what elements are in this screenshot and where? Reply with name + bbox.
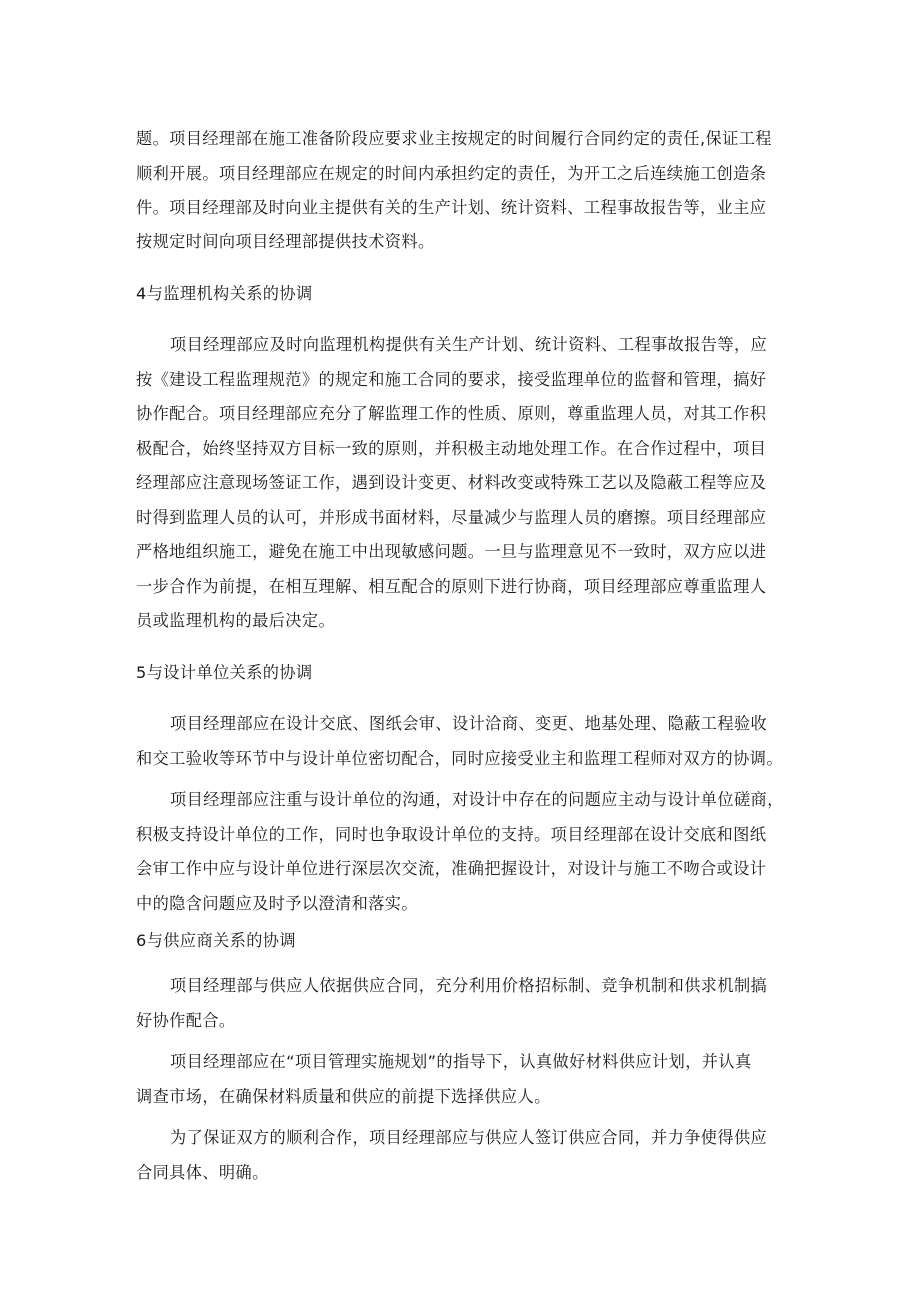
text-line: 项目经理部应及时向监理机构提供有关生产计划、统计资料、工程事故报告等，应: [170, 335, 768, 354]
text-line: 按规定时间向项目经理部提供技术资料。: [136, 232, 435, 251]
text-line: 经理部应注意现场签证工作，遇到设计变更、材料改变或特殊工艺以及隐蔽工程等应及: [136, 473, 767, 492]
text-line: 题。项目经理部在施工准备阶段应要求业主按规定的时间履行合同约定的责任,保证工程: [136, 129, 772, 148]
text-line: 一步合作为前提，在相互理解、相互配合的原则下进行协商，项目经理部应尊重监理人: [136, 577, 767, 596]
text-line: 和交工验收等环节中与设计单位密切配合，同时应接受业主和监理工程师对双方的协调。: [136, 749, 783, 768]
text-line: 好协作配合。: [136, 1011, 236, 1030]
text-line: 件。项目经理部及时向业主提供有关的生产计划、统计资料、工程事故报告等，业主应: [136, 198, 767, 217]
text-line: 按《建设工程监理规范》的规定和施工合同的要求，接受监理单位的监督和管理，搞好: [136, 370, 767, 389]
text-line: 会审工作中应与设计单位进行深层次交流，准确把握设计，对设计与施工不吻合或设计: [136, 859, 767, 878]
text-line: 为了保证双方的顺利合作，项目经理部应与供应人签订供应合同，并力争使得供应: [170, 1128, 768, 1147]
text-line: 员或监理机构的最后决定。: [136, 611, 336, 630]
text-line: 时得到监理人员的认可，并形成书面材料，尽量减少与监理人员的磨擦。项目经理部应: [136, 508, 767, 527]
text-line: 中的隐含问题应及时予以澄清和落实。: [136, 894, 418, 913]
text-line: 调查市场，在确保材料质量和供应的前提下选择供应人。: [136, 1087, 551, 1106]
section-heading-5: 5与设计单位关系的协调: [136, 663, 313, 682]
text-line: 协作配合。项目经理部应充分了解监理工作的性质、原则，尊重监理人员，对其工作积: [136, 404, 767, 423]
text-line: 项目经理部应在“项目管理实施规划”的指导下，认真做好材料供应计划，并认真: [170, 1052, 752, 1071]
text-line: 合同具体、明确。: [136, 1163, 269, 1182]
text-line: 积极支持设计单位的工作，同时也争取设计单位的支持。项目经理部在设计交底和图纸: [136, 825, 767, 844]
section-heading-6: 6与供应商关系的协调: [136, 931, 296, 950]
text-line: 项目经理部应在设计交底、图纸会审、设计洽商、变更、地基处理、隐蔽工程验收: [170, 714, 768, 733]
text-line: 项目经理部与供应人依据供应合同，充分利用价格招标制、竞争机制和供求机制搞: [170, 976, 768, 995]
text-line: 严格地组织施工，避免在施工中出现敏感问题。一旦与监理意见不一致时，双方应以进: [136, 542, 767, 561]
text-line: 极配合，始终坚持双方目标一致的原则，并积极主动地处理工作。在合作过程中，项目: [136, 439, 767, 458]
text-line: 项目经理部应注重与设计单位的沟通，对设计中存在的问题应主动与设计单位磋商，: [170, 790, 784, 809]
section-heading-4: 4与监理机构关系的协调: [136, 284, 313, 303]
text-line: 顺利开展。项目经理部应在规定的时间内承担约定的责任，为开工之后连续施工创造条: [136, 164, 767, 183]
